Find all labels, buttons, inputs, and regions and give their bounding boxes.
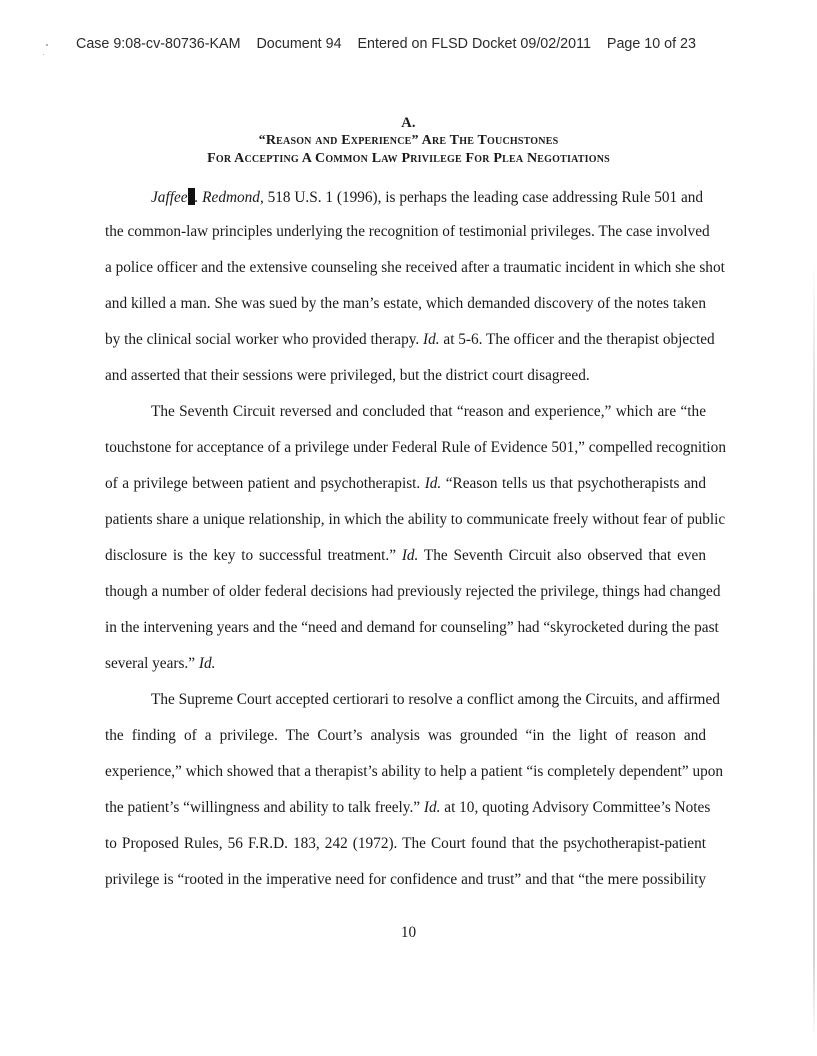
paragraph-1-line-4: and killed a man. She was sued by the man’s estate, which demanded discovery of the notes taken (105, 295, 706, 312)
text-run: by the clinical social worker who provided therapy. (105, 331, 424, 348)
paragraph-3-line-1: The Supreme Court accepted certiorari to resolve a conflict among the Circuits, and affirmed (151, 691, 720, 708)
scan-speck (43, 54, 44, 55)
paragraph-1-line-1 (151, 188, 703, 207)
header-document-number: Document 94 (256, 36, 342, 52)
paragraph-2-line-7: in the intervening years and the “need and demand for counseling” had “skyrocketed during the past (105, 619, 719, 636)
header-case-number: Case 9:08-cv-80736-KAM (76, 36, 241, 52)
scan-edge-shadow (813, 260, 815, 1040)
id-citation: Id. (423, 799, 441, 816)
paragraph-3-line-5: to Proposed Rules, 56 F.R.D. 183, 242 (1972). The Court found that the psychotherapist-patient (105, 835, 706, 852)
paragraph-3-line-4 (105, 799, 711, 817)
id-citation: Id. (424, 475, 442, 492)
id-citation: Id. (401, 547, 419, 564)
paragraph-3-line-2: the finding of a privilege. The Court’s analysis was grounded “in the light of reason and (105, 727, 706, 744)
paragraph-2-line-4: patients share a unique relationship, in which the ability to communicate freely without fear of public (105, 511, 726, 528)
header-page-count: Page 10 of 23 (606, 36, 696, 52)
paragraph-2-line-6: though a number of older federal decisions had previously rejected the privilege, things had changed (105, 583, 721, 600)
section-title-line-1: “Reason and Experience” Are The Touchstones (258, 133, 559, 148)
paragraph-2-line-8 (105, 655, 215, 673)
docket-header (76, 36, 696, 52)
header-entered-date: Entered on FLSD Docket 09/02/2011 (357, 36, 591, 52)
section-heading (0, 114, 817, 168)
scan-speck (46, 44, 48, 46)
section-title-line-2: For Accepting A Common Law Privilege For Plea Negotiations (207, 151, 610, 166)
text-run: at 5-6. The officer and the therapist objected (439, 331, 715, 348)
paragraph-1-line-6: and asserted that their sessions were privileged, but the district court disagreed. (105, 367, 590, 384)
citation-text: 518 U.S. 1 (1996), is perhaps the leading case addressing Rule 501 and (263, 189, 704, 206)
page-number: 10 (400, 924, 417, 941)
id-citation: Id. (198, 655, 216, 672)
paragraph-2-line-1: The Seventh Circuit reversed and concluded that “reason and experience,” which are “the (151, 403, 706, 420)
case-name-part-1: Jaffee (151, 189, 188, 206)
redaction-mark (188, 188, 195, 205)
paragraph-1-line-3: a police officer and the extensive counseling she received after a traumatic incident in which she shot (105, 259, 725, 276)
text-run: “Reason tells us that psychotherapists and (441, 475, 706, 492)
section-letter: A. (401, 115, 416, 131)
paragraph-2-line-2: touchstone for acceptance of a privilege under Federal Rule of Evidence 501,” compelled recognition (105, 439, 726, 456)
paragraph-3-line-6: privilege is “rooted in the imperative need for confidence and trust” and that “the mere possibility (105, 871, 706, 888)
text-run: of a privilege between patient and psychotherapist. (105, 475, 425, 492)
text-run: the patient’s “willingness and ability to talk freely.” (105, 799, 424, 816)
paragraph-2-line-5 (105, 547, 706, 565)
text-run: several years.” (105, 655, 199, 672)
text-run: The Seventh Circuit also observed that even (418, 547, 706, 564)
id-citation: Id. (423, 331, 440, 348)
paragraph-1-line-5 (105, 331, 715, 349)
paragraph-1-line-2: the common-law principles underlying the recognition of testimonial privileges. The case involved (105, 223, 710, 240)
text-run: disclosure is the key to successful treatment.” (105, 547, 402, 564)
case-name-part-2: . Redmond, (194, 189, 264, 206)
text-run: at 10, quoting Advisory Committee’s Notes (440, 799, 711, 816)
paragraph-3-line-3: experience,” which showed that a therapist’s ability to help a patient “is completely dependent” upon (105, 763, 724, 780)
paragraph-2-line-3 (105, 475, 706, 493)
